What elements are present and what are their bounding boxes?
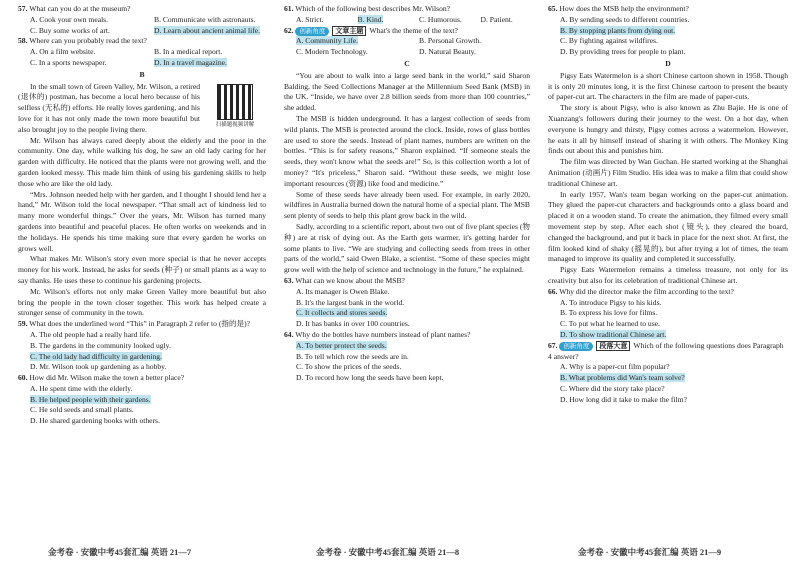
option: D. Patient. [480,14,513,24]
option: B. To tell which row the seeds are in. [296,351,409,361]
passage-paragraph: The MSB is hidden underground. It has a largest collection of seeds from wild plants. The MSB is protected around the clock. Inside, rows of glass bottles are used to store the seeds. Instead of plant names, numbers are written on the bottles. “This is for safety reasons,” Sharon explained. “If someone steals the seeds, they won't know what the seeds are!” So, is this collection worth a lot of money? “It's priceless,” Sharon said. “Without these seeds, we might lose important resources (资源) like food and medicine.” [284,113,530,188]
passage-paragraph: Mr. Wilson's efforts not only make Green Valley more beautiful but also bring the people in the town closer together. This work has helped create a stronger sense of community in the town. [18,286,266,318]
topic-box: 段落大意 [596,341,630,351]
passage-paragraph: Pigsy Eats Watermelon remains a timeless treasure, not only for its creativity but also for its celebration of traditional Chinese art. [548,265,788,285]
question-63: 63. What can we know about the MSB? A. Its manager is Owen Blake. B. It's the largest bank in the world. C. It collects and stores seeds. D. It has banks in over 100 countries. [284,276,530,330]
option: C. In a sports newspaper. [30,57,107,67]
option-answer: D. In a travel magazine. [154,57,227,67]
passage-paragraph: “Mrs. Johnson needed help with her garden, and I thought I should lend her a hand,” Mr. Wilson told the local newspaper. “That small act of kindness led to many more wonderful things.” Over the years, Mr. Wilson has turned many gardens into beautiful and peaceful places. He often works on weekends and in the holidays. He spends his time making sure that every garden he works on grows well. [18,189,266,253]
column-3 [548,4,788,405]
option: A. By sending seeds to different countries. [560,14,690,24]
topic-box: 文章主题 [332,26,366,36]
column-2 [284,4,530,384]
question-65: 65. How does the MSB help the environment? A. By sending seeds to different countries. B. By stopping plants from dying out. C. By fighting against wildfires. D. By providing trees for people to plant. [548,4,788,58]
option-answer: C. The old lady had difficulty in gardening. [30,351,162,361]
option: B. Communicate with astronauts. [154,14,256,24]
passage-paragraph: What makes Mr. Wilson's story even more special is that he never accepts money for his work. Instead, he asks for seeds (种子) or small plants as a way to say thanks. He uses these to continue his gardening projects. [18,254,266,285]
option: D. Mr. Wilson took up gardening as a hobby. [30,362,167,372]
question-66: 66. Why did the director make the film according to the text? A. To introduce Pigsy to his kids. B. To express his love for films. C. To put what he learned to use. D. To show traditional Chinese art. [548,287,788,341]
option: A. Why is a paper-cut film popular? [560,362,670,372]
option: C. By fighting against wildfires. [560,36,658,46]
question-59: 59. What does the underlined word “This” in Paragraph 2 refer to (指的是)? A. The old people had a really hard life. B. The gardens in the community looked ugly. C. The old lady had difficulty in gardening. D. Mr. Wilson took up gardening as a hobby. [18,319,266,373]
option: A. Strict. [296,14,324,24]
passage-paragraph: In early 1957, Wan's team began working on the paper-cut animation. They glued the paper-cut characters and backgrounds onto a glass board and placed it on a wooden stand. To create the animation, they filmed every small movement step by step. After each shot (镜头), they cleared the board, changed the background, and put it back in place for the next shot. At first, the film looked kind of shaky (摇晃的), but after trying a lot of times, the team managed to improve its quality and completed it successfully. [548,189,788,264]
option: C. Modern Technology. [296,47,368,57]
option-answer: A. Community Life. [296,36,359,46]
option-answer: B. Kind. [357,14,384,24]
section-heading: D [665,58,671,68]
section-heading: C [404,58,410,68]
question-64: 64. Why do the bottles have numbers instead of plant names? A. To better protect the seeds. B. To tell which row the seeds are in. C. To show the prices of the seeds. D. To record how long the seeds have been kept. [284,330,530,384]
passage-paragraph: Mr. Wilson has always cared deeply about the elderly and the poor in the community. One day, while walking his dog, he saw an old lady caring for her garden with difficulty. He noticed that the plants were not growing well, and the garden looked messy. This made him think of using his gardening skills to help those who are like the old lady. [18,135,266,188]
option: D. It has banks in over 100 countries. [296,319,410,329]
option-answer: B. By stopping plants from dying out. [560,25,676,35]
option: D. To record how long the seeds have been kept. [296,373,444,383]
qr-code-icon [217,84,253,120]
option: A. Its manager is Owen Blake. [296,286,390,296]
passage-paragraph: “You are about to walk into a large seed bank in the world,” said Sharon Balding, the Seed Collections Manager at the Millennium Seed Bank (MSB) in the UK. “Inside, we have over 2.8 billion seeds from more than 100 countries,” she added. [284,70,530,113]
passage-paragraph: Pigsy Eats Watermelon is a short Chinese cartoon shown in 1958. Though it is only 20 minutes long, it is the first Chinese cartoon to present the beauty of paper-cut art. The characters in the film are made of paper-cuts. [548,70,788,102]
option: D. He shared gardening books with others. [30,416,160,426]
question-58: 58. Where can you probably read the text? A. On a film website. B. In a medical report. C. In a sports newspaper. D. In a travel magazine. [18,36,266,68]
option-answer: B. He helped people with their gardens. [30,394,151,404]
question-67: 67. 创新角度 段落大意 Which of the following questions does Paragraph 4 answer? A. Why is a paper-cut film popular? B. What problems did Wan's team solve? C. Where did the story take place? D. How long did it take to make the film? [548,341,788,406]
column-1 [18,4,266,427]
option: C. Buy some works of art. [30,25,110,35]
option: A. Cook your own meals. [30,14,109,24]
option: D. Natural Beauty. [419,47,476,57]
option: C. To put what he learned to use. [560,319,660,329]
page-footer: 金考卷 · 安徽中考45套汇编 英语 21—9 [578,547,722,557]
option: D. How long did it take to make the film? [560,394,687,404]
option: A. He spent time with the elderly. [30,383,133,393]
option: B. The gardens in the community looked ugly. [30,340,171,350]
innovation-tag: 创新角度 [559,342,593,351]
option-answer: B. What problems did Wan's team solve? [560,373,685,383]
option: B. Personal Growth. [419,36,482,46]
qr-code-block: 扫描题视频讲解 [204,82,266,129]
option: B. It's the largest bank in the world. [296,297,405,307]
passage-paragraph: Some of these seeds have already been used. For example, in early 2020, wildfires in Australia burned down the natural home of a special plant. The MSB sent plenty of seeds to help this plant grow back in the wild. [284,189,530,221]
option: A. On a film website. [30,47,96,57]
question-62: 62. 创新角度 文章主题 What's the theme of the text? A. Community Life. B. Personal Growth. C. Modern Technology. D. Natural Beauty. [284,26,530,58]
option-answer: A. To better protect the seeds. [296,340,387,350]
question-60: 60. How did Mr. Wilson make the town a better place? A. He spent time with the elderly. B. He helped people with their gardens. C. He sold seeds and small plants. D. He shared gardening books with others. [18,373,266,427]
page-footer: 金考卷 · 安徽中考45套汇编 英语 21—8 [316,547,460,557]
passage-paragraph: Sadly, according to a scientific report, about two out of five plant species (物种) are at risk of dying out. As the Earth gets warmer, it's getting harder for some plants to live. “We are studying and collecting seeds from trees in other parts of the world,” said Owen Blake, a scientist. “Some of these species might grow well with the help of science and technology in the future,” he explained. [284,221,530,275]
option: B. To express his love for films. [560,308,658,318]
passage-paragraph: In the small town of Green Valley, Mr. Wilson, a retired (退休的) postman, has become a local hero because of his selfless (无私的) efforts. He really loves gardening, and his love for it has not only made the town more beautiful but also brought joy to the people living there. [18,81,200,134]
question-57: 57. What can you do at the museum? A. Cook your own meals. B. Communicate with astronauts. C. Buy some works of art. D. Learn about ancient animal life. [18,4,266,36]
option: C. Humorous. [419,14,462,24]
option-answer: D. Learn about ancient animal life. [154,25,261,35]
page-footer: 金考卷 · 安徽中考45套汇编 英语 21—7 [48,547,192,557]
question-61: 61. Which of the following best describes Mr. Wilson? A. Strict. B. Kind. C. Humorous. D. Patient. [284,4,530,26]
passage-paragraph: The story is about Pigsy, who is also known as Zhu Bajie. He is one of Xuanzang's followers during their journey to the west. On a hot day, when everyone is hungry and thirsty, Pigsy comes across a watermelon. However, he eats it all by himself instead of sharing it with others. The Monkey King finds out about this and punishes him. [548,103,788,156]
passage-paragraph: The film was directed by Wan Guchan. He started working at the Shanghai Animation (动画片) Film Studio. His idea was to make a film that could show traditional Chinese art. [548,157,788,188]
option: D. By providing trees for people to plant. [560,47,686,57]
option: B. In a medical report. [154,47,223,57]
section-heading: B [139,69,145,79]
option: C. Where did the story take place? [560,383,665,393]
option: C. He sold seeds and small plants. [30,405,134,415]
innovation-tag: 创新角度 [295,27,329,36]
option-answer: D. To show traditional Chinese art. [560,329,667,339]
option-answer: C. It collects and stores seeds. [296,308,388,318]
option: A. To introduce Pigsy to his kids. [560,297,662,307]
option: A. The old people had a really hard life. [30,329,152,339]
option: C. To show the prices of the seeds. [296,362,402,372]
